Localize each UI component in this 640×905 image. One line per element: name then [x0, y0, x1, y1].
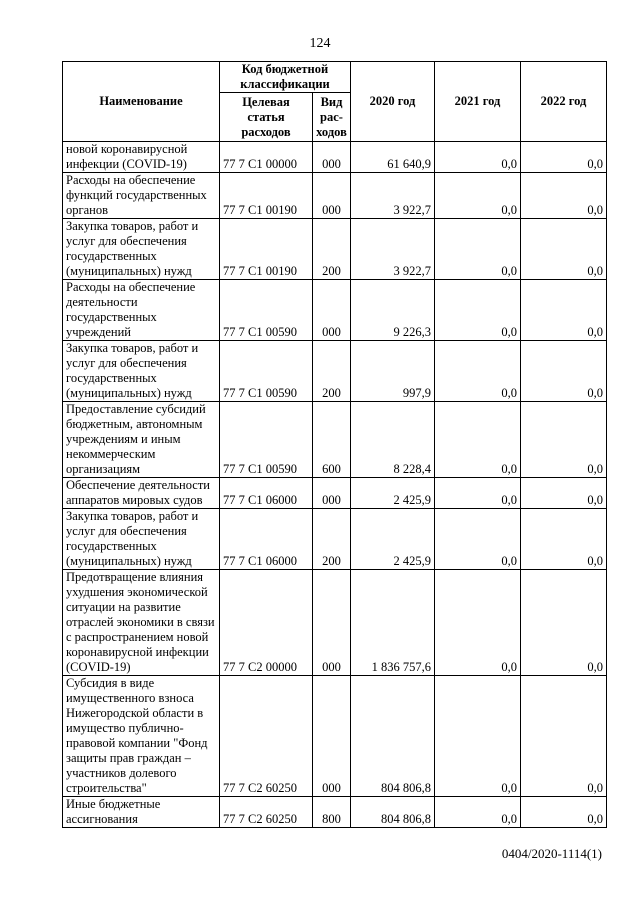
- row-target-article: 77 7 C1 00000: [220, 142, 313, 173]
- row-name: новой коронавирусной инфекции (COVID-19): [63, 142, 220, 173]
- row-value-2020: 61 640,9: [351, 142, 435, 173]
- header-code-group: Код бюджетной классификации: [220, 62, 351, 93]
- row-value-2021: 0,0: [435, 280, 521, 341]
- table-row: [63, 219, 607, 280]
- row-expense-type: 000: [313, 478, 351, 509]
- row-value-2022: 0,0: [521, 478, 607, 509]
- row-value-2020: 3 922,7: [351, 173, 435, 219]
- table-header: [63, 62, 607, 142]
- row-expense-type: 200: [313, 341, 351, 402]
- table-row: [63, 676, 607, 797]
- row-value-2022: 0,0: [521, 219, 607, 280]
- row-value-2021: 0,0: [435, 173, 521, 219]
- row-target-article: 77 7 C1 06000: [220, 478, 313, 509]
- table-row: [63, 280, 607, 341]
- row-value-2022: 0,0: [521, 280, 607, 341]
- row-expense-type: 000: [313, 676, 351, 797]
- row-expense-type: 200: [313, 509, 351, 570]
- table-row: [63, 173, 607, 219]
- row-value-2020: 804 806,8: [351, 797, 435, 828]
- row-target-article: 77 7 C1 00190: [220, 173, 313, 219]
- row-expense-type: 600: [313, 402, 351, 478]
- row-target-article: 77 7 C1 00590: [220, 402, 313, 478]
- row-value-2022: 0,0: [521, 402, 607, 478]
- header-year-2021: 2021 год: [435, 62, 521, 142]
- row-target-article: 77 7 C2 60250: [220, 797, 313, 828]
- row-name: Закупка товаров, работ и услуг для обеспечения государственных (муниципальных) нужд: [63, 509, 220, 570]
- row-name: Иные бюджетные ассигнования: [63, 797, 220, 828]
- row-value-2021: 0,0: [435, 341, 521, 402]
- row-value-2021: 0,0: [435, 478, 521, 509]
- row-name: Закупка товаров, работ и услуг для обеспечения государственных (муниципальных) нужд: [63, 341, 220, 402]
- table-row: [63, 341, 607, 402]
- row-expense-type: 200: [313, 219, 351, 280]
- row-value-2020: 2 425,9: [351, 478, 435, 509]
- row-target-article: 77 7 C1 00590: [220, 280, 313, 341]
- row-value-2022: 0,0: [521, 509, 607, 570]
- table-body: [63, 142, 607, 828]
- row-value-2022: 0,0: [521, 676, 607, 797]
- row-value-2021: 0,0: [435, 219, 521, 280]
- row-value-2022: 0,0: [521, 570, 607, 676]
- table-row: [63, 797, 607, 828]
- table-row: [63, 478, 607, 509]
- row-value-2020: 2 425,9: [351, 509, 435, 570]
- row-value-2020: 804 806,8: [351, 676, 435, 797]
- row-name: Предоставление субсидий бюджетным, автономным учреждениям и иным некоммерческим организациям: [63, 402, 220, 478]
- row-target-article: 77 7 C1 00590: [220, 341, 313, 402]
- row-target-article: 77 7 C1 00190: [220, 219, 313, 280]
- table-row: [63, 142, 607, 173]
- row-expense-type: 000: [313, 173, 351, 219]
- row-value-2021: 0,0: [435, 676, 521, 797]
- row-expense-type: 000: [313, 142, 351, 173]
- row-value-2022: 0,0: [521, 173, 607, 219]
- row-name: Предотвращение влияния ухудшения экономической ситуации на развитие отраслей экономики в связи с распространением новой коронавирусной инфекции (COVID-19): [63, 570, 220, 676]
- row-value-2021: 0,0: [435, 509, 521, 570]
- row-value-2021: 0,0: [435, 402, 521, 478]
- row-value-2022: 0,0: [521, 142, 607, 173]
- row-value-2020: 8 228,4: [351, 402, 435, 478]
- row-target-article: 77 7 C2 60250: [220, 676, 313, 797]
- row-value-2020: 997,9: [351, 341, 435, 402]
- header-year-2020: 2020 год: [351, 62, 435, 142]
- row-name: Расходы на обеспечение деятельности государственных учреждений: [63, 280, 220, 341]
- row-expense-type: 800: [313, 797, 351, 828]
- table-row: [63, 402, 607, 478]
- row-expense-type: 000: [313, 570, 351, 676]
- row-value-2020: 3 922,7: [351, 219, 435, 280]
- row-value-2022: 0,0: [521, 341, 607, 402]
- row-value-2021: 0,0: [435, 142, 521, 173]
- row-name: Расходы на обеспечение функций государственных органов: [63, 173, 220, 219]
- row-value-2020: 9 226,3: [351, 280, 435, 341]
- row-value-2021: 0,0: [435, 570, 521, 676]
- row-expense-type: 000: [313, 280, 351, 341]
- header-year-2022: 2022 год: [521, 62, 607, 142]
- row-value-2020: 1 836 757,6: [351, 570, 435, 676]
- header-target-article: Целевая статья расходов: [220, 93, 313, 142]
- table-row: [63, 509, 607, 570]
- header-name: Наименование: [63, 62, 220, 142]
- page-number: 124: [309, 36, 331, 51]
- row-value-2022: 0,0: [521, 797, 607, 828]
- header-expense-type: Вид рас- ходов: [313, 93, 351, 142]
- row-value-2021: 0,0: [435, 797, 521, 828]
- row-target-article: 77 7 C1 06000: [220, 509, 313, 570]
- document-code: 0404/2020-1114(1): [501, 846, 602, 861]
- row-name: Обеспечение деятельности аппаратов мировых судов: [63, 478, 220, 509]
- table-row: [63, 570, 607, 676]
- row-name: Закупка товаров, работ и услуг для обеспечения государственных (муниципальных) нужд: [63, 219, 220, 280]
- budget-table: [62, 61, 607, 828]
- row-target-article: 77 7 C2 00000: [220, 570, 313, 676]
- row-name: Субсидия в виде имущественного взноса Нижегородской области в имущество публично-правовой компании "Фонд защиты прав граждан – участников долевого строительства": [63, 676, 220, 797]
